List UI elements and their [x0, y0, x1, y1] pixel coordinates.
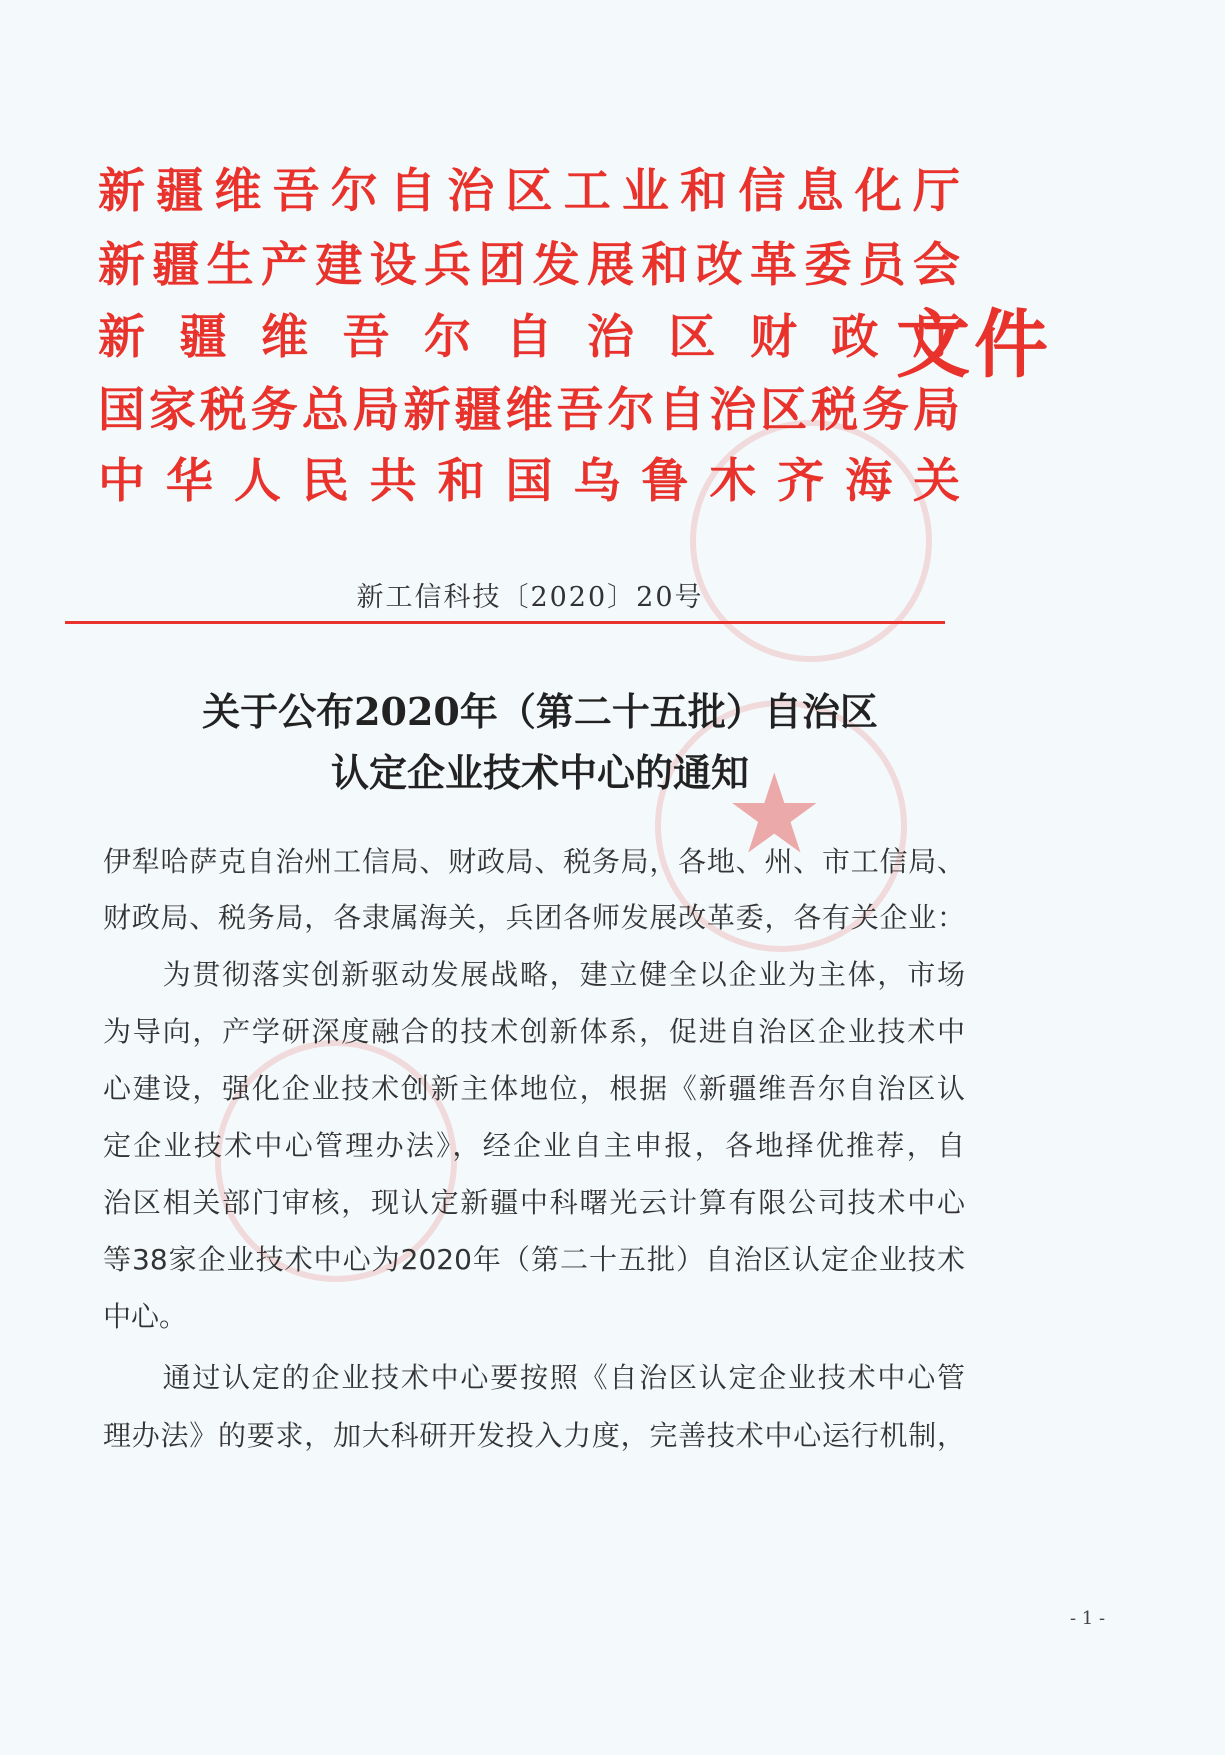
body-line: 定企业技术中心管理办法》，经企业自主申报，各地择优推荐，自: [103, 1129, 965, 1162]
issuer-line: 新疆维吾尔自治区财政厅: [98, 310, 960, 365]
body-line: 中心。: [103, 1300, 188, 1333]
seal-star-icon: ★: [725, 750, 824, 878]
body-line: 等38家企业技术中心为2020年（第二十五批）自治区认定企业技术: [103, 1243, 965, 1276]
issuer-line: 新疆生产建设兵团发展和改革委员会: [98, 238, 960, 293]
body-line: 通过认定的企业技术中心要按照《自治区认定企业技术中心管: [103, 1361, 965, 1394]
body-line: 伊犁哈萨克自治州工信局、财政局、税务局，各地、州、市工信局、: [103, 845, 965, 878]
issuer-line: 中华人民共和国乌鲁木齐海关: [98, 454, 960, 509]
issuer-line: 新疆维吾尔自治区工业和信息化厅: [98, 164, 960, 219]
body-line: 理办法》的要求，加大科研开发投入力度，完善技术中心运行机制，: [103, 1419, 965, 1452]
body-line: 财政局、税务局，各隶属海关，兵团各师发展改革委，各有关企业：: [103, 901, 965, 934]
document-type: 文件: [896, 302, 1052, 388]
document-title: 关于公布2020年（第二十五批）自治区: [202, 689, 878, 734]
body-line: 心建设，强化企业技术创新主体地位，根据《新疆维吾尔自治区认: [103, 1072, 965, 1105]
document-number: 新工信科技〔2020〕20号: [356, 582, 704, 613]
red-divider: [65, 621, 945, 624]
document-title: 认定企业技术中心的通知: [330, 750, 749, 795]
page-number: - 1 -: [1070, 1608, 1106, 1629]
body-line: 为导向，产学研深度融合的技术创新体系，促进自治区企业技术中: [103, 1015, 965, 1048]
body-line: 治区相关部门审核，现认定新疆中科曙光云计算有限公司技术中心: [103, 1186, 965, 1219]
body-line: 为贯彻落实创新驱动发展战略，建立健全以企业为主体，市场: [103, 958, 965, 991]
issuer-line: 国家税务总局新疆维吾尔自治区税务局: [98, 383, 960, 438]
